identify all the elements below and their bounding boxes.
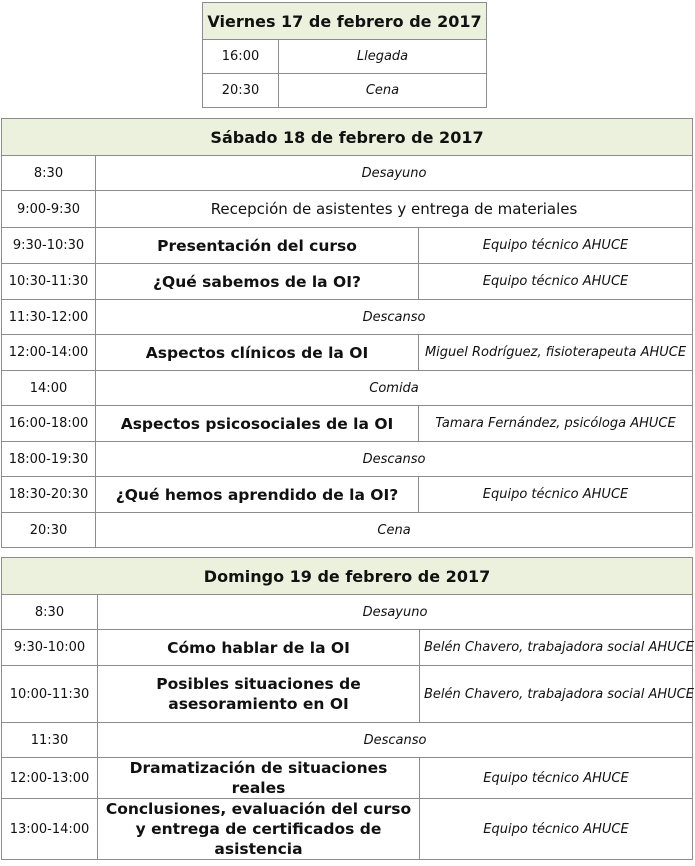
time-cell: 13:00-14:00 [2, 799, 98, 860]
day-title: Viernes 17 de febrero de 2017 [203, 3, 487, 40]
time-cell: 9:30-10:30 [2, 228, 96, 264]
session-title: Posibles situaciones de asesoramiento en OI [98, 666, 420, 723]
time-cell: 11:30-12:00 [2, 300, 96, 335]
schedule-row [2, 335, 693, 371]
session-title: Presentación del curso [96, 228, 419, 264]
session-title: Conclusiones, evaluación del curso y entrega de certificados de asistencia [98, 799, 420, 860]
session-title: Aspectos clínicos de la OI [96, 335, 419, 371]
schedule-row [2, 191, 693, 228]
session-title: Cómo hablar de la OI [98, 630, 420, 666]
schedule-row [203, 74, 487, 108]
time-cell: 8:30 [2, 156, 96, 191]
session-title: ¿Qué hemos aprendido de la OI? [96, 477, 419, 513]
schedule-row [2, 513, 693, 548]
sunday-schedule-table [1, 557, 693, 860]
speaker-cell: Equipo técnico AHUCE [419, 477, 693, 513]
schedule-row [2, 799, 693, 860]
activity-cell: Desayuno [98, 595, 693, 630]
schedule-row [2, 758, 693, 799]
activity-cell: Comida [96, 371, 693, 406]
time-cell: 9:30-10:00 [2, 630, 98, 666]
day-title: Domingo 19 de febrero de 2017 [2, 558, 693, 595]
session-title: Dramatización de situaciones reales [98, 758, 420, 799]
speaker-cell: Belén Chavero, trabajadora social AHUCE [420, 666, 693, 723]
time-cell: 9:00-9:30 [2, 191, 96, 228]
friday-schedule-table [202, 2, 487, 108]
time-cell: 20:30 [2, 513, 96, 548]
time-cell: 11:30 [2, 723, 98, 758]
speaker-cell: Miguel Rodríguez, fisioterapeuta AHUCE [419, 335, 693, 371]
schedule-row [2, 595, 693, 630]
schedule-row [2, 300, 693, 335]
schedule-row [2, 228, 693, 264]
saturday-schedule-table [1, 118, 693, 548]
schedule-row [2, 264, 693, 300]
session-title: ¿Qué sabemos de la OI? [96, 264, 419, 300]
activity-cell: Desayuno [96, 156, 693, 191]
speaker-cell: Equipo técnico AHUCE [419, 264, 693, 300]
speaker-cell: Belén Chavero, trabajadora social AHUCE [420, 630, 693, 666]
schedule-row [2, 666, 693, 723]
day-header-row [2, 558, 693, 595]
activity-cell: Cena [279, 74, 487, 108]
schedule-row [2, 477, 693, 513]
schedule-row [2, 156, 693, 191]
time-cell: 20:30 [203, 74, 279, 108]
time-cell: 16:00 [203, 40, 279, 74]
time-cell: 12:00-13:00 [2, 758, 98, 799]
activity-cell: Llegada [279, 40, 487, 74]
time-cell: 10:00-11:30 [2, 666, 98, 723]
day-header-row [2, 119, 693, 156]
session-title: Aspectos psicosociales de la OI [96, 406, 419, 442]
schedule-row [2, 630, 693, 666]
speaker-cell: Equipo técnico AHUCE [420, 758, 693, 799]
speaker-cell: Tamara Fernández, psicóloga AHUCE [419, 406, 693, 442]
activity-cell: Descanso [96, 300, 693, 335]
time-cell: 10:30-11:30 [2, 264, 96, 300]
schedule-row [2, 371, 693, 406]
speaker-cell: Equipo técnico AHUCE [420, 799, 693, 860]
activity-cell: Recepción de asistentes y entrega de materiales [96, 191, 693, 228]
day-title: Sábado 18 de febrero de 2017 [2, 119, 693, 156]
schedule-row [203, 40, 487, 74]
time-cell: 18:30-20:30 [2, 477, 96, 513]
speaker-cell: Equipo técnico AHUCE [419, 228, 693, 264]
time-cell: 14:00 [2, 371, 96, 406]
schedule-row [2, 723, 693, 758]
time-cell: 12:00-14:00 [2, 335, 96, 371]
day-header-row [203, 3, 487, 40]
activity-cell: Descanso [98, 723, 693, 758]
time-cell: 18:00-19:30 [2, 442, 96, 477]
time-cell: 8:30 [2, 595, 98, 630]
activity-cell: Cena [96, 513, 693, 548]
time-cell: 16:00-18:00 [2, 406, 96, 442]
schedule-row [2, 442, 693, 477]
schedule-row [2, 406, 693, 442]
activity-cell: Descanso [96, 442, 693, 477]
